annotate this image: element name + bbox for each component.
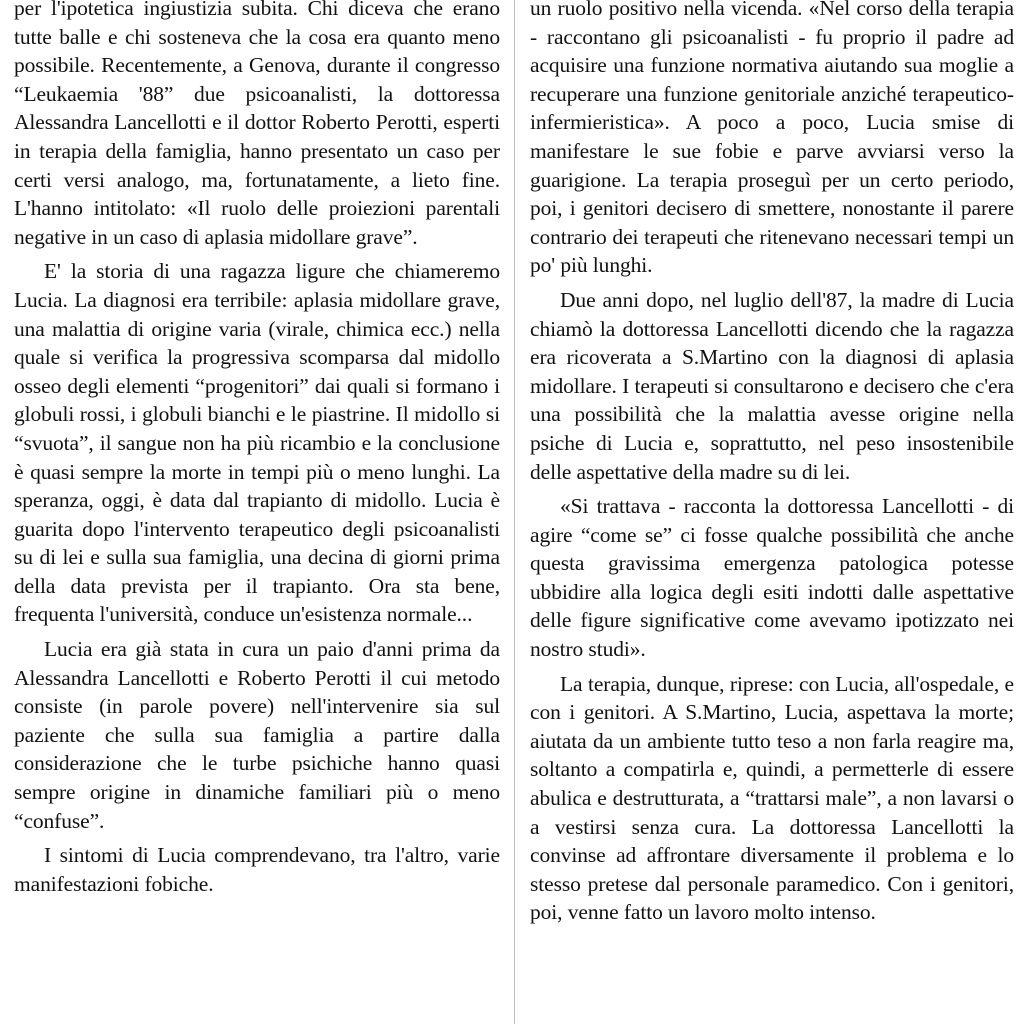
paragraph-father-role: un ruolo positivo nella vicenda. «Nel corso della terapia - raccontano gli psicoanalisti - fu proprio il padre ad acquisire una funzione normativa aiutando sua moglie a recuperare una funzione genitoriale anziché terapeutico-infermieristica». A poco a poco, Lucia smise di manifestare le sue fobie e parve avviarsi verso la guarigione. La terapia proseguì per un certo periodo, poi, i genitori decisero di smettere, nonostante il parere contrario dei terapeuti che ritenevano necessari tempi un po' più lunghi. (530, 0, 1014, 278)
paragraph-lucia-diagnosis: E' la storia di una ragazza ligure che chiameremo Lucia. La diagnosi era terribile: aplasia midollare grave, una malattia di origine varia (virale, chimica ecc.) nella quale si verifica la progressiva scomparsa dal midollo osseo degli elementi “progenitori” dai quali si formano i globuli rossi, i globuli bianchi e le piastrine. Il midollo si “svuota”, il sangue non ha più ricambio e la conclusione è quasi sempre la morte in tempi più o meno lunghi. La speranza, oggi, è data dal trapianto di midollo. Lucia è guarita dopo l'intervento terapeutico degli psicoanalisti su di lei e sulla sua famiglia, una decina di giorni prima della data prevista per il trapianto. Ora sta bene, frequenta l'università, conduce un'esistenza normale... (14, 259, 500, 627)
paragraph-symptoms: I sintomi di Lucia comprendevano, tra l'altro, varie manifestazioni fobiche. (14, 843, 500, 896)
column-divider (514, 0, 515, 1024)
paragraph-therapy-method: Lucia era già stata in cura un paio d'anni prima da Alessandra Lancellotti e Roberto Perotti il cui metodo consiste (in parole povere) nell'intervenire sia sul paziente che sulla sua famiglia a partire dalla considerazione che le turbe psichiche hanno quasi sempre origine in dinamiche familiari più o meno “confuse”. (14, 637, 500, 833)
paragraph-hospitalization: Due anni dopo, nel luglio dell'87, la madre di Lucia chiamò la dottoressa Lancellotti dicendo che la ragazza era ricoverata a S.Martino con la diagnosi di aplasia midollare. I terapeuti si consultarono e decisero che c'era una possibilità che la malattia avesse origine nella psiche di Lucia e, soprattutto, nel peso insostenibile delle aspettative della madre su di lei. (530, 287, 1014, 484)
article-column-right (530, 0, 1014, 1024)
paragraph-therapy-resumed: La terapia, dunque, riprese: con Lucia, all'ospedale, e con i genitori. A S.Martino, Lucia, aspettava la morte; aiutata da un ambiente tutto teso a non farla reagire ma, soltanto a compatirla e, quindi, a permetterle di essere abulica e destrutturata, a “trattarsi male”, a non lavarsi o a vestirsi senza cura. La dottoressa Lancellotti la convinse ad affrontare diversamente il problema e lo stesso pretese dal personale paramedico. Con i genitori, poi, venne fatto un lavoro molto intenso. (530, 671, 1014, 925)
article-column-left (14, 0, 500, 1024)
paragraph-lancellotti-quote: «Si trattava - racconta la dottoressa Lancellotti - di agire “come se” ci fosse qualche possibilità che anche questa gravissima emergenza patologica potesse ubbidire alla logica degli esiti indotti dalle aspettative delle figure significative come avevamo ipotizzato nei nostro studi». (530, 494, 1014, 662)
paragraph-congress-report: per l'ipotetica ingiustizia subita. Chi diceva che erano tutte balle e chi sosteneva che la cosa era quanto meno possibile. Recentemente, a Genova, durante il congresso “Leukaemia '88” due psicoanalisti, la dottoressa Alessandra Lancellotti e il dottor Roberto Perotti, esperti in terapia della famiglia, hanno presentato un caso per certi versi analogo, ma, fortunatamente, a lieto fine. L'hanno intitolato: «Il ruolo delle proiezioni parentali negative in un caso di aplasia midollare grave”. (14, 0, 500, 249)
